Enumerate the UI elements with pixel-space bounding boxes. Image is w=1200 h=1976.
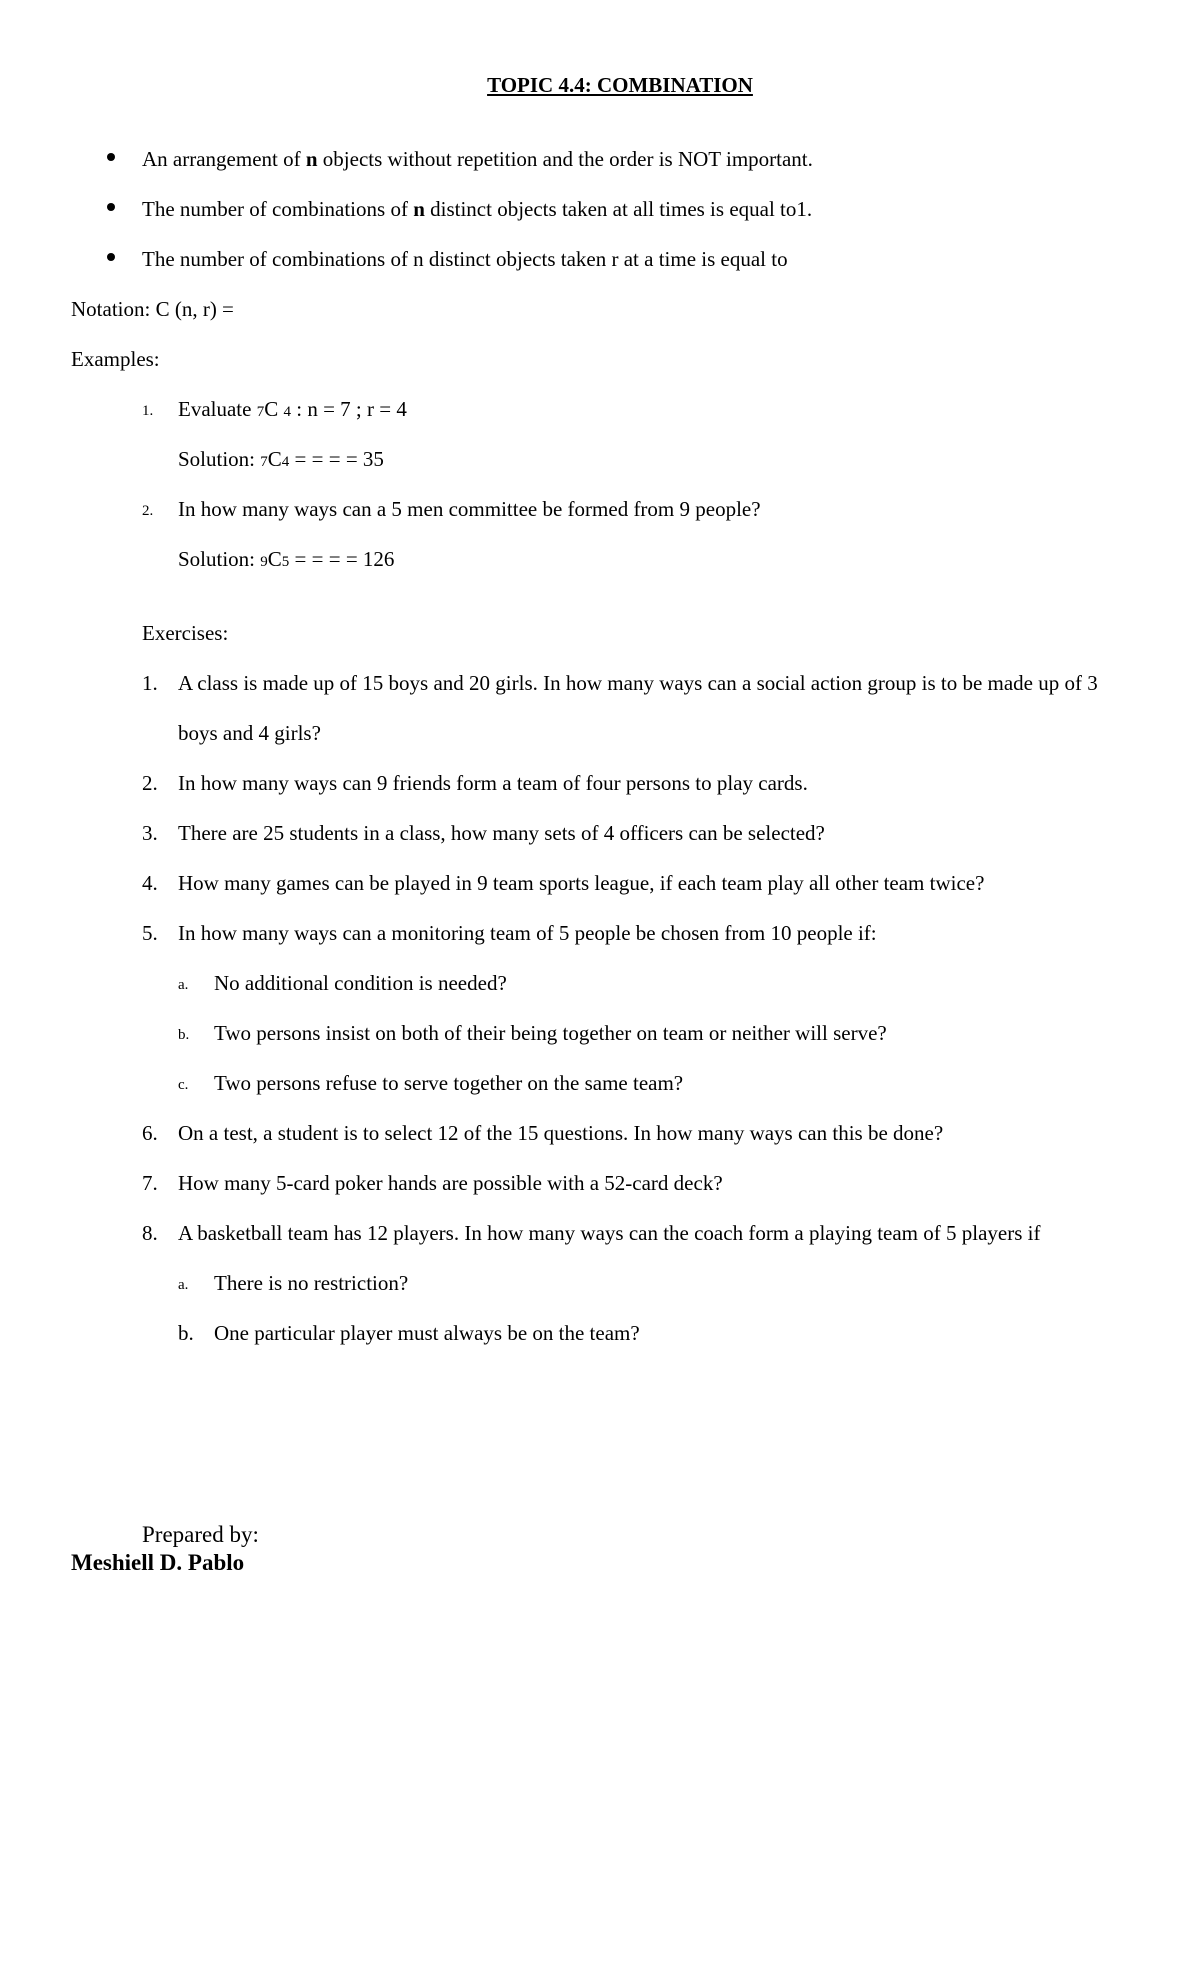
example-number: 1.	[142, 403, 154, 419]
example-text: : n = 7 ; r = 4	[290, 397, 407, 421]
exercise-number: 5.	[142, 921, 158, 945]
example-text: Evaluate	[178, 397, 257, 421]
prepared-by-label: Prepared by:	[142, 1522, 259, 1547]
exercise-5c-text: Two persons refuse to serve together on the same team?	[214, 1071, 684, 1095]
exercise-8b-text: One particular player must always be on the team?	[214, 1321, 640, 1345]
example-2-question: In how many ways can a 5 men committee be formed from 9 people?	[178, 497, 761, 521]
sub-item-letter: a.	[178, 977, 189, 993]
bullet-text: The number of combinations of	[142, 197, 414, 221]
exercise-number: 2.	[142, 771, 158, 795]
bullet-text: distinct objects taken at all times is equal to1.	[424, 197, 813, 221]
bullet-text: An arrangement of	[142, 147, 306, 171]
example-1-question	[178, 396, 407, 425]
examples-heading: Examples:	[71, 347, 160, 371]
bullet-item-2	[142, 196, 812, 222]
exercise-1-text-cont: boys and 4 girls?	[178, 721, 321, 745]
bullet-icon	[107, 153, 115, 161]
exercise-8a-text: There is no restriction?	[214, 1271, 409, 1295]
bullet-text: objects without repetition and the order is NOT important.	[317, 147, 813, 171]
solution-result: = = = = 126	[289, 547, 395, 571]
exercise-number: 7.	[142, 1171, 158, 1195]
exercise-5-text: In how many ways can a monitoring team of 5 people be chosen from 10 people if:	[178, 921, 877, 945]
exercise-8-text: A basketball team has 12 players. In how many ways can the coach form a playing team of 5 players if	[178, 1221, 1041, 1245]
bullet-icon	[107, 253, 115, 261]
example-text: C	[267, 447, 282, 471]
example-subscript: 7	[260, 454, 268, 470]
exercise-3-text: There are 25 students in a class, how many sets of 4 officers can be selected?	[178, 821, 825, 845]
sub-item-letter: b.	[178, 1321, 194, 1345]
example-number: 2.	[142, 503, 154, 519]
exercise-1-text: A class is made up of 15 boys and 20 girls. In how many ways can a social action group is to be made up of 3	[178, 671, 1098, 695]
notation-line: Notation: C (n, r) =	[71, 297, 234, 321]
exercise-4-text: How many games can be played in 9 team sports league, if each team play all other team twice?	[178, 871, 985, 895]
exercise-5a-text: No additional condition is needed?	[214, 971, 507, 995]
bullet-icon	[107, 203, 115, 211]
bullet-bold-term: n	[305, 147, 318, 171]
example-2-solution	[178, 546, 394, 575]
bullet-item-1	[142, 146, 813, 172]
sub-item-letter: b.	[178, 1027, 190, 1043]
example-subscript: 9	[260, 554, 268, 570]
page-title: TOPIC 4.4: COMBINATION	[487, 73, 753, 97]
example-1-solution	[178, 446, 384, 475]
bullet-item-3: The number of combinations of n distinct objects taken r at a time is equal to	[142, 247, 788, 271]
exercises-heading: Exercises:	[142, 621, 229, 645]
example-subscript: 4	[283, 404, 291, 420]
exercise-6-text: On a test, a student is to select 12 of the 15 questions. In how many ways can this be done?	[178, 1121, 944, 1145]
solution-label: Solution:	[178, 447, 261, 471]
example-subscript: 4	[281, 454, 290, 470]
exercise-5b-text: Two persons insist on both of their being together on team or neither will serve?	[214, 1021, 887, 1045]
example-text: C	[264, 397, 284, 421]
exercise-number: 6.	[142, 1121, 158, 1145]
exercise-number: 4.	[142, 871, 158, 895]
exercise-number: 1.	[142, 671, 158, 695]
sub-item-letter: c.	[178, 1077, 189, 1093]
sub-item-letter: a.	[178, 1277, 189, 1293]
example-subscript: 7	[256, 404, 265, 420]
solution-label: Solution:	[178, 547, 261, 571]
example-subscript: 5	[281, 554, 290, 570]
exercise-number: 3.	[142, 821, 158, 845]
exercise-number: 8.	[142, 1221, 158, 1245]
exercise-7-text: How many 5-card poker hands are possible with a 52-card deck?	[178, 1171, 723, 1195]
author-name: Meshiell D. Pablo	[71, 1550, 245, 1575]
exercise-2-text: In how many ways can 9 friends form a team of four persons to play cards.	[178, 771, 808, 795]
bullet-bold-term: n	[413, 197, 425, 221]
example-text: C	[267, 547, 282, 571]
solution-result: = = = = 35	[289, 447, 384, 471]
